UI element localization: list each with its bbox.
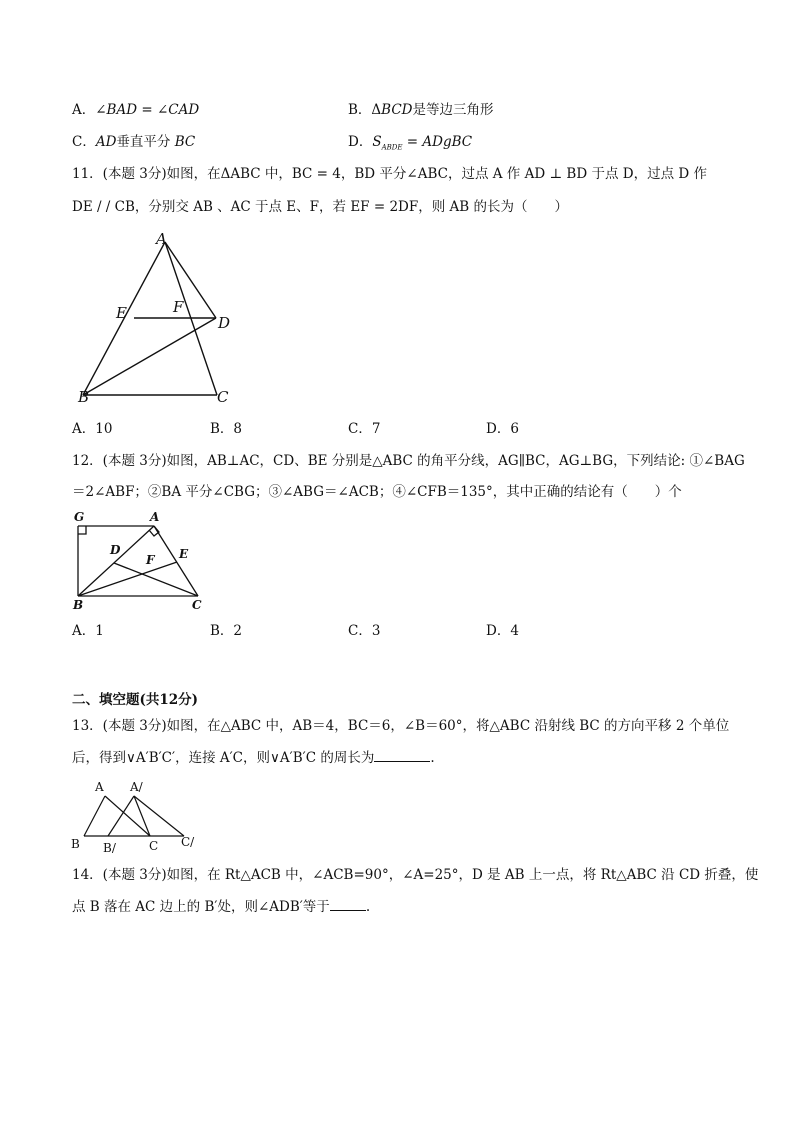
q12-label-b: B [73, 598, 84, 612]
q12-label-g: G [74, 510, 85, 524]
q13-label-c: C [149, 839, 159, 853]
q12-option-a: A．1 [72, 623, 104, 639]
q11-option-b: B．8 [210, 421, 243, 437]
q11-option-d: D．6 [486, 421, 519, 437]
q13-label-b: B [71, 837, 80, 851]
q11-label-f: F [173, 298, 184, 316]
section-title: 二、填空题(共12分) [72, 692, 199, 708]
q11-option-a: A．10 [72, 421, 113, 437]
q12-text-line1: 12．(本题 3分)如图，AB⊥AC，CD、BE 分别是△ABC 的角平分线，AG∥BC，AG⊥BG，下列结论: ①∠BAG [72, 453, 745, 469]
q12-figure [70, 508, 220, 614]
q11-figure [70, 226, 250, 406]
q11-label-d: D [218, 314, 231, 332]
q11-label-e: E [116, 304, 127, 322]
q14-text-line1: 14．(本题 3分)如图，在 Rt△ACB 中，∠ACB=90°，∠A=25°，D 是 AB 上一点，将 Rt△ABC 沿 CD 折叠，使 [72, 867, 759, 883]
q12-option-b: B．2 [210, 623, 243, 639]
q12-option-d: D．4 [486, 623, 519, 639]
q13-label-a-prime: A/ [130, 780, 143, 794]
q12-segment-be [78, 562, 177, 596]
q11-option-c: C．7 [348, 421, 381, 437]
q13-text-line2: 后，得到∨A′B′C′，连接 A′C，则∨A′B′C 的周长为 . [72, 750, 435, 766]
q12-label-c: C [192, 598, 202, 612]
q12-label-e: E [179, 547, 189, 561]
q12-label-a: A [150, 510, 160, 524]
q11-text-line1: 11．(本题 3分)如图，在ΔABC 中，BC = 4，BD 平分∠ABC，过点 A 作 AD ⊥ BD 于点 D，过点 D 作 [72, 166, 707, 182]
q11-label-b: B [78, 388, 90, 406]
q10-option-b: B．ΔBCD是等边三角形 [348, 102, 494, 118]
q12-label-d: D [110, 543, 121, 557]
q12-segment-ac [154, 526, 198, 596]
q10-option-c: C．AD垂直平分 BC [72, 134, 196, 150]
q12-segment-ab [78, 526, 154, 596]
q12-option-c: C．3 [348, 623, 381, 639]
q12-right-angle-a [149, 526, 159, 536]
q13-label-c-prime: C/ [181, 835, 195, 849]
q14-text-line2: 点 B 落在 AC 边上的 B′处，则∠ADB′等于 . [72, 899, 371, 915]
q11-label-c: C [217, 388, 229, 406]
q13-answer-blank [374, 749, 430, 762]
q12-text-line2: ＝2∠ABF；②BA 平分∠CBG；③∠ABG＝∠ACB；④∠CFB＝135°，其中正确的结论有（ ）个 [72, 484, 682, 500]
q12-label-f: F [146, 553, 155, 567]
q13-segment-ab [84, 796, 105, 836]
q10-option-a: A．∠BAD = ∠CAD [72, 102, 200, 118]
q11-label-a: A [156, 230, 167, 248]
q12-right-angle-g [78, 526, 86, 534]
q10-option-d: D．$S_{ABDE}$ = ADgBC [348, 134, 473, 152]
q13-figure [66, 776, 212, 856]
q13-label-a: A [95, 780, 104, 794]
q13-text-line1: 13．(本题 3分)如图，在△ABC 中，AB＝4，BC＝6，∠B＝60°，将△ABC 沿射线 BC 的方向平移 2 个单位 [72, 718, 730, 734]
q13-label-b-prime: B/ [103, 841, 116, 855]
q11-text-line2: DE / / CB，分别交 AB 、AC 于点 E、F，若 EF = 2DF，则 AB 的长为（ ） [72, 199, 568, 215]
q14-answer-blank [330, 898, 366, 911]
